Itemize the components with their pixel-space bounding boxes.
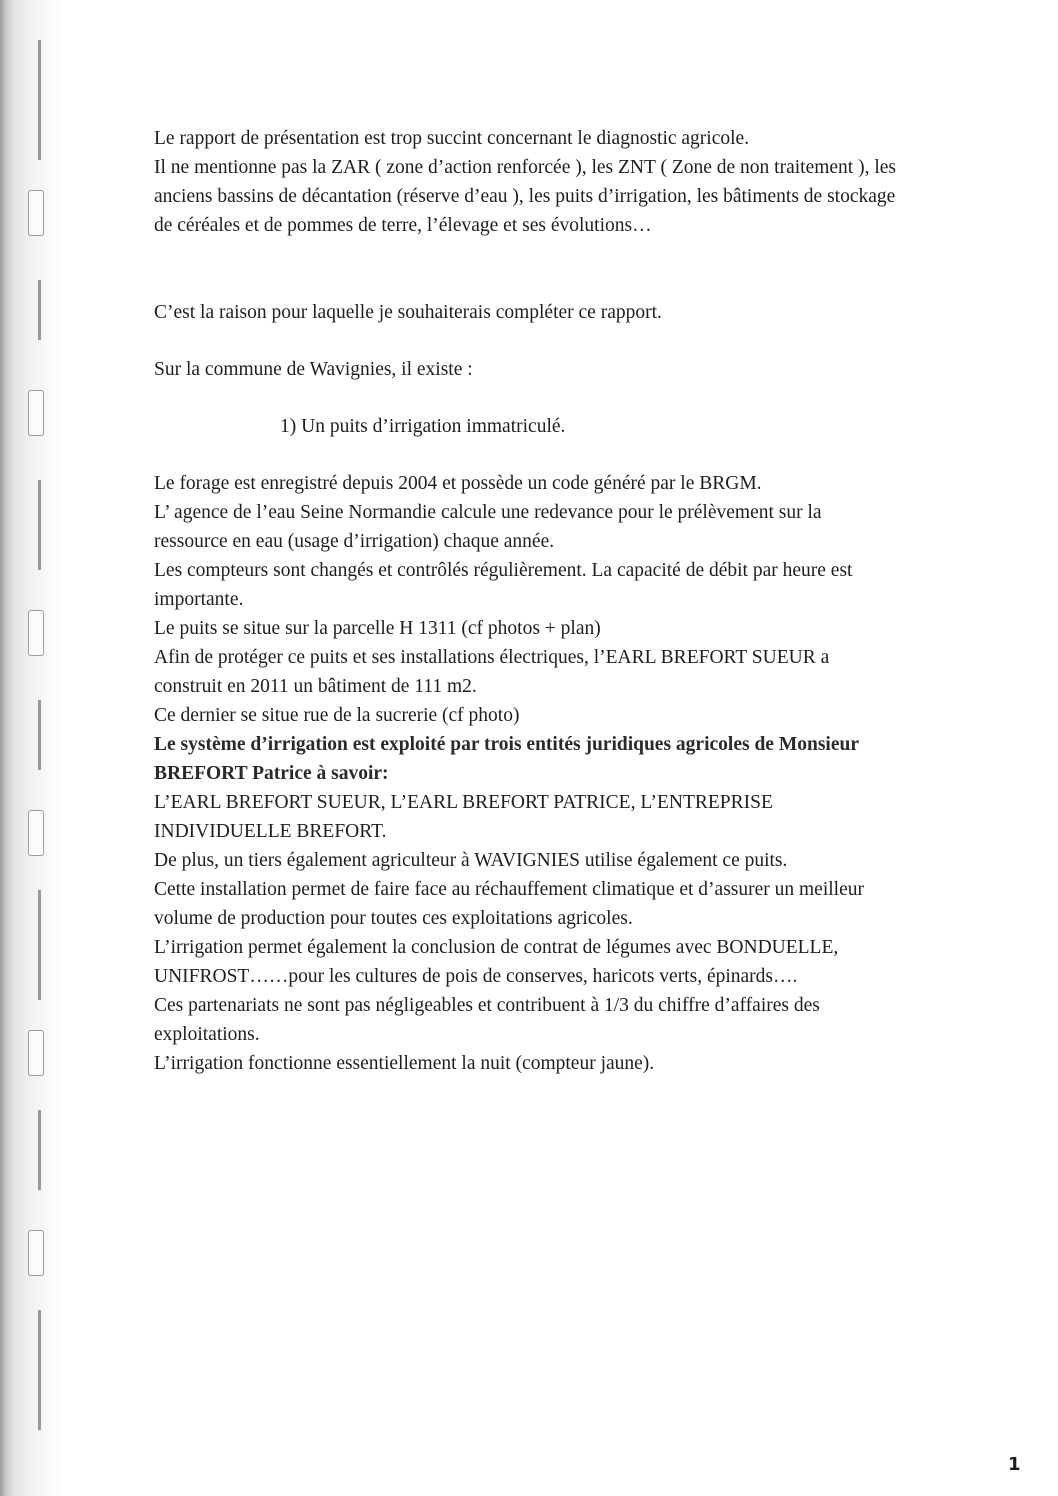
binding-hole: [28, 810, 44, 856]
spacer: [154, 384, 899, 412]
binding-hole: [28, 1230, 44, 1276]
list-item-puits: 1) Un puits d’irrigation immatriculé.: [280, 416, 566, 437]
binding-hole: [28, 1030, 44, 1076]
binding-mark: [38, 700, 41, 770]
binding-hole: [28, 190, 44, 236]
paragraph-legumes: L’irrigation permet également la conclusion de contrat de légumes avec BONDUELLE, UNIFROST……pour les cultures de pois de conserves, haricots verts, épinards….: [154, 937, 839, 987]
binding-hole: [28, 390, 44, 436]
binding-mark: [38, 480, 41, 570]
paragraph-batiment: Afin de protéger ce puits et ses installations électriques, l’EARL BREFORT SUEUR a construit en 2011 un bâtiment de 111 m2.: [154, 647, 830, 697]
paragraph-climat: Cette installation permet de faire face au réchauffement climatique et d’assurer un meilleur volume de production pour toutes ces exploitations agricoles.: [154, 879, 864, 929]
binding-mark: [38, 890, 41, 1000]
paragraph-sucrerie: Ce dernier se situe rue de la sucrerie (cf photo): [154, 705, 520, 726]
paragraph-entites: L’EARL BREFORT SUEUR, L’EARL BREFORT PATRICE, L’ENTREPRISE INDIVIDUELLE BREFORT.: [154, 792, 773, 842]
binding-strip: [0, 0, 62, 1496]
paragraph-agence: L’ agence de l’eau Seine Normandie calcule une redevance pour le prélèvement sur la ressource en eau (usage d’irrigation) chaque année.: [154, 502, 822, 552]
paragraph-completion: C’est la raison pour laquelle je souhaiterais compléter ce rapport.: [154, 302, 662, 323]
binding-mark: [38, 280, 41, 340]
paragraph-systeme: Le système d’irrigation est exploité par trois entités juridiques agricoles de Monsieur BREFORT Patrice à savoir:: [154, 734, 859, 784]
binding-mark: [38, 40, 41, 160]
paragraph-intro: Le rapport de présentation est trop succint concernant le diagnostic agricole.: [154, 128, 750, 149]
spacer: [154, 240, 899, 298]
spacer: [154, 327, 899, 355]
binding-mark: [38, 1310, 41, 1430]
paragraph-forage: Le forage est enregistré depuis 2004 et possède un code généré par le BRGM.: [154, 473, 762, 494]
page-number: 1: [1008, 1454, 1021, 1475]
binding-hole: [28, 610, 44, 656]
paragraph-nuit: L’irrigation fonctionne essentiellement la nuit (compteur jaune).: [154, 1053, 655, 1074]
paragraph-partenariats: Ces partenariats ne sont pas négligeables et contribuent à 1/3 du chiffre d’affaires des exploitations.: [154, 995, 820, 1045]
binding-mark: [38, 1110, 41, 1190]
paragraph-tiers: De plus, un tiers également agriculteur à WAVIGNIES utilise également ce puits.: [154, 850, 788, 871]
document-body: [154, 124, 899, 1078]
paragraph-missing-items: Il ne mentionne pas la ZAR ( zone d’action renforcée ), les ZNT ( Zone de non traitement ), les anciens bassins de décantation (réserve d’eau ), les puits d’irrigation, les bâtiments de stockage de céréales et de pommes de terre, l’élevage et ses évolutions…: [154, 157, 896, 236]
spacer: [154, 441, 899, 469]
paragraph-commune: Sur la commune de Wavignies, il existe :: [154, 359, 473, 380]
paragraph-compteurs: Les compteurs sont changés et contrôlés régulièrement. La capacité de débit par heure est importante.: [154, 560, 853, 610]
paragraph-parcelle: Le puits se situe sur la parcelle H 1311 (cf photos + plan): [154, 618, 601, 639]
